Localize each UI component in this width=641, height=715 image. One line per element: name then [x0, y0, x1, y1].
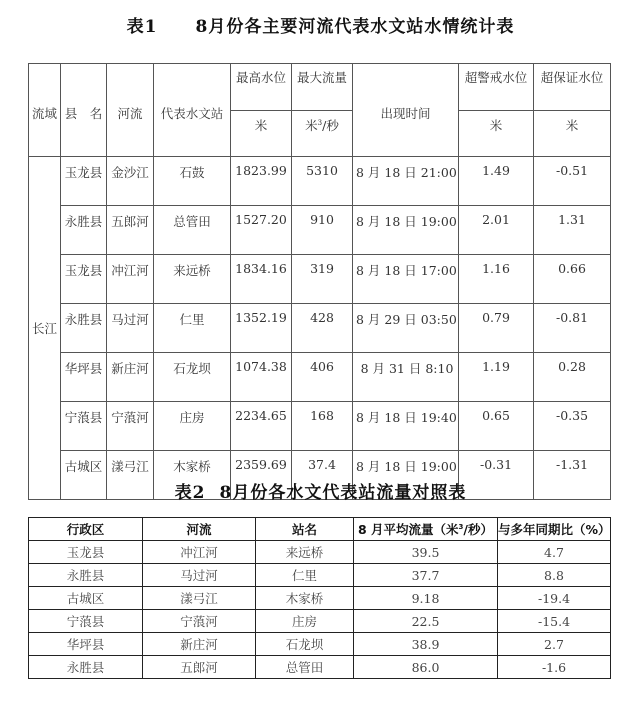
- over-warning-cell: 2.01: [459, 206, 534, 255]
- header-river: 河流: [143, 518, 256, 541]
- yoy-cell: 4.7: [498, 541, 611, 564]
- county-cell: 古城区: [61, 451, 107, 500]
- table-row: [29, 541, 611, 564]
- unit-max-level: 米: [231, 111, 292, 157]
- header-station: 站名: [256, 518, 354, 541]
- county-cell: 永胜县: [61, 206, 107, 255]
- header-yoy: 与多年同期比（%）: [498, 518, 611, 541]
- time-cell: 8 月 18 日 19:00: [353, 451, 459, 500]
- over-warning-cell: -0.31: [459, 451, 534, 500]
- header-over-warning: 超警戒水位: [459, 64, 534, 111]
- flow-comparison-table: [28, 517, 611, 679]
- table-row: [29, 610, 611, 633]
- basin-cell: 长江: [29, 157, 61, 500]
- unit-over-guarantee: 米: [534, 111, 611, 157]
- table2-label: 表2: [174, 483, 206, 503]
- max-flow-cell: 5310: [292, 157, 353, 206]
- avg-flow-cell: 38.9: [354, 633, 498, 656]
- over-guarantee-cell: -0.51: [534, 157, 611, 206]
- avg-flow-cell: 37.7: [354, 564, 498, 587]
- max-level-cell: 1823.99: [231, 157, 292, 206]
- max-level-cell: 1074.38: [231, 353, 292, 402]
- table-row: [29, 206, 611, 255]
- max-level-cell: 2234.65: [231, 402, 292, 451]
- avg-flow-cell: 39.5: [354, 541, 498, 564]
- header-max-level: 最高水位: [231, 64, 292, 111]
- district-cell: 玉龙县: [29, 541, 143, 564]
- max-flow-cell: 168: [292, 402, 353, 451]
- header-station: 代表水文站: [154, 64, 231, 157]
- max-flow-cell: 319: [292, 255, 353, 304]
- station-cell: 石龙坝: [154, 353, 231, 402]
- district-cell: 宁蒗县: [29, 610, 143, 633]
- river-cell: 金沙江: [107, 157, 154, 206]
- max-flow-cell: 428: [292, 304, 353, 353]
- river-cell: 漾弓江: [107, 451, 154, 500]
- station-cell: 仁里: [256, 564, 354, 587]
- max-level-cell: 2359.69: [231, 451, 292, 500]
- over-guarantee-cell: 0.28: [534, 353, 611, 402]
- station-cell: 来远桥: [256, 541, 354, 564]
- header-river: 河流: [107, 64, 154, 157]
- over-warning-cell: 1.19: [459, 353, 534, 402]
- river-cell: 冲江河: [143, 541, 256, 564]
- over-warning-cell: 0.65: [459, 402, 534, 451]
- header-over-guarantee: 超保证水位: [534, 64, 611, 111]
- table-row: [29, 157, 611, 206]
- over-guarantee-cell: -0.81: [534, 304, 611, 353]
- yoy-cell: -15.4: [498, 610, 611, 633]
- over-guarantee-cell: -0.35: [534, 402, 611, 451]
- table1-title-text: 8月份各主要河流代表水文站水情统计表: [195, 17, 515, 37]
- max-flow-cell: 406: [292, 353, 353, 402]
- time-cell: 8 月 18 日 19:00: [353, 206, 459, 255]
- district-cell: 华坪县: [29, 633, 143, 656]
- time-cell: 8 月 18 日 17:00: [353, 255, 459, 304]
- river-cell: 冲江河: [107, 255, 154, 304]
- table1-label: 表1: [126, 17, 158, 37]
- time-cell: 8 月 31 日 8:10: [353, 353, 459, 402]
- header-basin: 流域: [29, 64, 61, 157]
- yoy-cell: -1.6: [498, 656, 611, 679]
- max-level-cell: 1352.19: [231, 304, 292, 353]
- river-cell: 宁蒗河: [107, 402, 154, 451]
- header-max-flow: 最大流量: [292, 64, 353, 111]
- county-cell: 玉龙县: [61, 157, 107, 206]
- table-row: [29, 587, 611, 610]
- district-cell: 古城区: [29, 587, 143, 610]
- over-guarantee-cell: 1.31: [534, 206, 611, 255]
- county-cell: 玉龙县: [61, 255, 107, 304]
- station-cell: 仁里: [154, 304, 231, 353]
- header-avg-flow: 8 月平均流量（米$^3$/秒）: [354, 518, 498, 541]
- yoy-cell: 8.8: [498, 564, 611, 587]
- max-level-cell: 1527.20: [231, 206, 292, 255]
- yoy-cell: -19.4: [498, 587, 611, 610]
- header-district: 行政区: [29, 518, 143, 541]
- max-level-cell: 1834.16: [231, 255, 292, 304]
- river-cell: 马过河: [143, 564, 256, 587]
- station-cell: 石龙坝: [256, 633, 354, 656]
- county-cell: 永胜县: [61, 304, 107, 353]
- station-cell: 总管田: [256, 656, 354, 679]
- over-guarantee-cell: 0.66: [534, 255, 611, 304]
- station-cell: 木家桥: [256, 587, 354, 610]
- avg-flow-cell: 9.18: [354, 587, 498, 610]
- county-cell: 华坪县: [61, 353, 107, 402]
- table2-title-text: 8月份各水文代表站流量对照表: [219, 483, 467, 503]
- avg-flow-cell: 22.5: [354, 610, 498, 633]
- station-cell: 石鼓: [154, 157, 231, 206]
- table1-header-row: [29, 64, 611, 111]
- table-row: [29, 402, 611, 451]
- river-cell: 漾弓江: [143, 587, 256, 610]
- district-cell: 永胜县: [29, 564, 143, 587]
- time-cell: 8 月 29 日 03:50: [353, 304, 459, 353]
- station-cell: 木家桥: [154, 451, 231, 500]
- table-row: [29, 353, 611, 402]
- river-cell: 宁蒗河: [143, 610, 256, 633]
- station-cell: 庄房: [256, 610, 354, 633]
- table2-title: [0, 478, 641, 503]
- yoy-cell: 2.7: [498, 633, 611, 656]
- table-row: [29, 564, 611, 587]
- over-guarantee-cell: -1.31: [534, 451, 611, 500]
- county-cell: 宁蒗县: [61, 402, 107, 451]
- river-cell: 五郎河: [107, 206, 154, 255]
- station-cell: 总管田: [154, 206, 231, 255]
- max-flow-cell: 37.4: [292, 451, 353, 500]
- district-cell: 永胜县: [29, 656, 143, 679]
- unit-max-flow: 米$^3$/秒: [292, 111, 353, 157]
- header-county: 县 名: [61, 64, 107, 157]
- max-flow-cell: 910: [292, 206, 353, 255]
- unit-over-warning: 米: [459, 111, 534, 157]
- table2-header-row: [29, 518, 611, 541]
- time-cell: 8 月 18 日 21:00: [353, 157, 459, 206]
- over-warning-cell: 1.16: [459, 255, 534, 304]
- over-warning-cell: 0.79: [459, 304, 534, 353]
- time-cell: 8 月 18 日 19:40: [353, 402, 459, 451]
- table-row: [29, 255, 611, 304]
- river-cell: 马过河: [107, 304, 154, 353]
- river-cell: 五郎河: [143, 656, 256, 679]
- river-cell: 新庄河: [107, 353, 154, 402]
- station-cell: 庄房: [154, 402, 231, 451]
- table-row: [29, 656, 611, 679]
- header-time: 出现时间: [353, 64, 459, 157]
- table1-title: [0, 12, 641, 37]
- river-cell: 新庄河: [143, 633, 256, 656]
- avg-flow-cell: 86.0: [354, 656, 498, 679]
- table-row: [29, 633, 611, 656]
- table-row: [29, 304, 611, 353]
- over-warning-cell: 1.49: [459, 157, 534, 206]
- station-cell: 来远桥: [154, 255, 231, 304]
- water-regime-table: [28, 63, 611, 500]
